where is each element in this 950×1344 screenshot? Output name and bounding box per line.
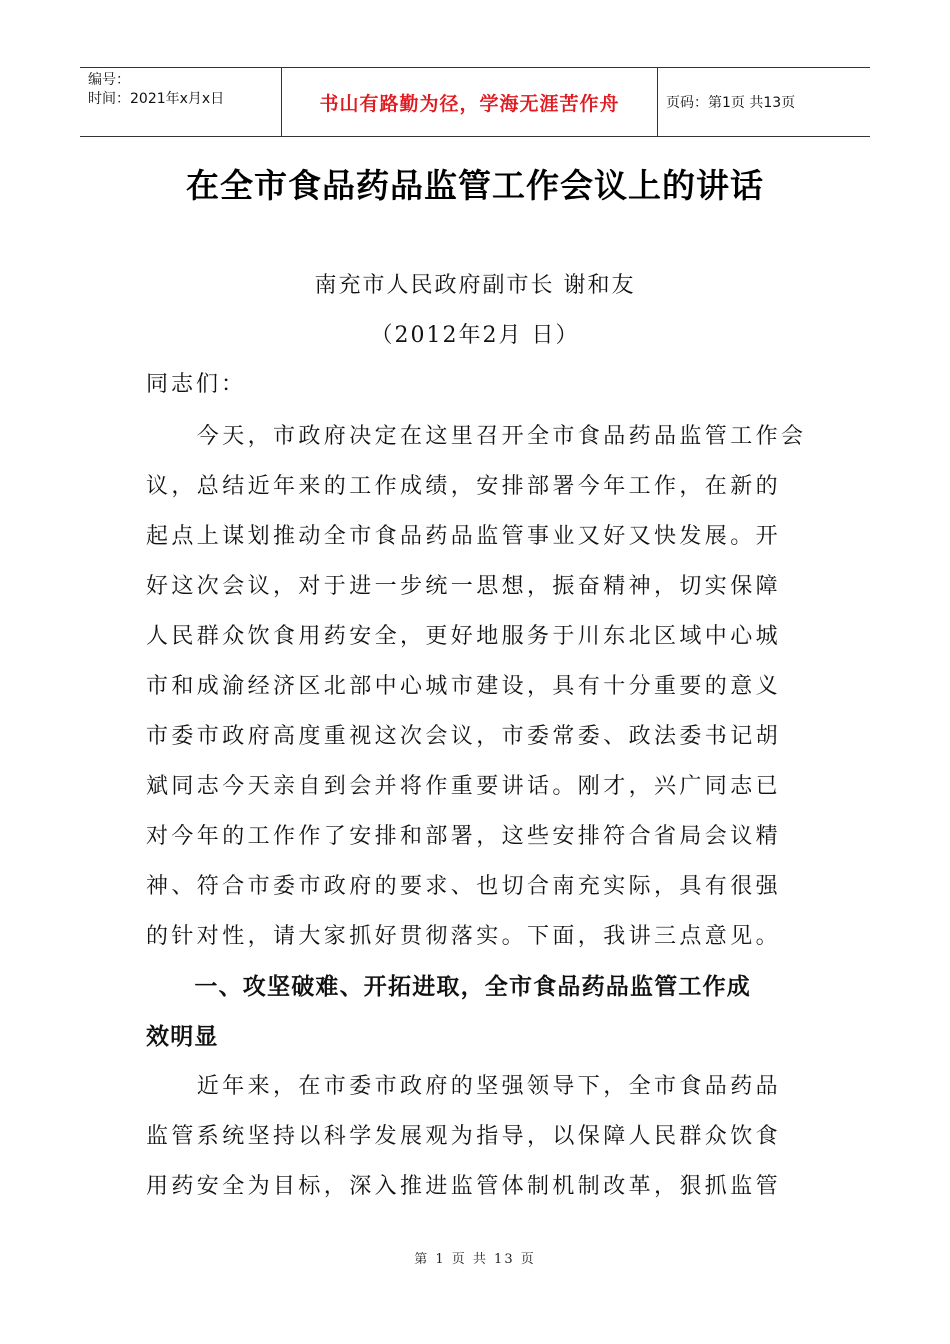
header-meta xyxy=(80,68,282,136)
body-line: 今天，市政府决定在这里召开全市食品药品监管工作会 xyxy=(146,424,807,449)
salutation: 同志们： xyxy=(146,372,247,397)
body-line: 斌同志今天亲自到会并将作重要讲话。刚才，兴广同志已 xyxy=(146,774,782,799)
number-label: 编号： xyxy=(88,72,130,88)
time-label: 时间：2021年x月x日 xyxy=(88,91,225,107)
body-line: 对今年的工作作了安排和部署，这些安排符合省局会议精 xyxy=(146,824,782,849)
body-text xyxy=(146,412,816,1212)
body-line: 近年来，在市委市政府的坚强领导下，全市食品药品 xyxy=(146,1074,782,1099)
body-line: 监管系统坚持以科学发展观为指导，以保障人民群众饮食 xyxy=(146,1124,782,1149)
header-motto: 书山有路勤为径，学海无涯苦作舟 xyxy=(282,68,658,136)
body-line: 市和成渝经济区北部中心城市建设，具有十分重要的意义 xyxy=(146,674,782,699)
document-date: （2012年2月 日） xyxy=(370,323,580,348)
body-line: 起点上谋划推动全市食品药品监管事业又好又快发展。开 xyxy=(146,524,782,549)
document-byline: 南充市人民政府副市长 谢和友 xyxy=(314,273,636,298)
body-line: 市委市政府高度重视这次会议，市委常委、政法委书记胡 xyxy=(146,724,782,749)
body-line: 用药安全为目标，深入推进监管体制机制改革，狠抓监管 xyxy=(146,1174,782,1199)
body-line: 好这次会议，对于进一步统一思想，振奋精神，切实保障 xyxy=(146,574,782,599)
body-line: 神、符合市委市政府的要求、也切合南充实际，具有很强 xyxy=(146,874,782,899)
body-line: 人民群众饮食用药安全，更好地服务于川东北区域中心城 xyxy=(146,624,782,649)
header-table xyxy=(80,67,870,137)
body-line: 议，总结近年来的工作成绩，安排部署今年工作，在新的 xyxy=(146,474,782,499)
body-line: 的针对性，请大家抓好贯彻落实。下面，我讲三点意见。 xyxy=(146,924,782,949)
header-page-info: 页码：第1页 共13页 xyxy=(666,95,796,111)
section-heading-line: 一、攻坚破难、开拓进取，全市食品药品监管工作成 xyxy=(146,974,751,1000)
page-footer: 第 1 页 共 13 页 xyxy=(414,1252,536,1267)
document-title: 在全市食品药品监管工作会议上的讲话 xyxy=(186,166,764,205)
section-heading-line: 效明显 xyxy=(146,1024,219,1050)
